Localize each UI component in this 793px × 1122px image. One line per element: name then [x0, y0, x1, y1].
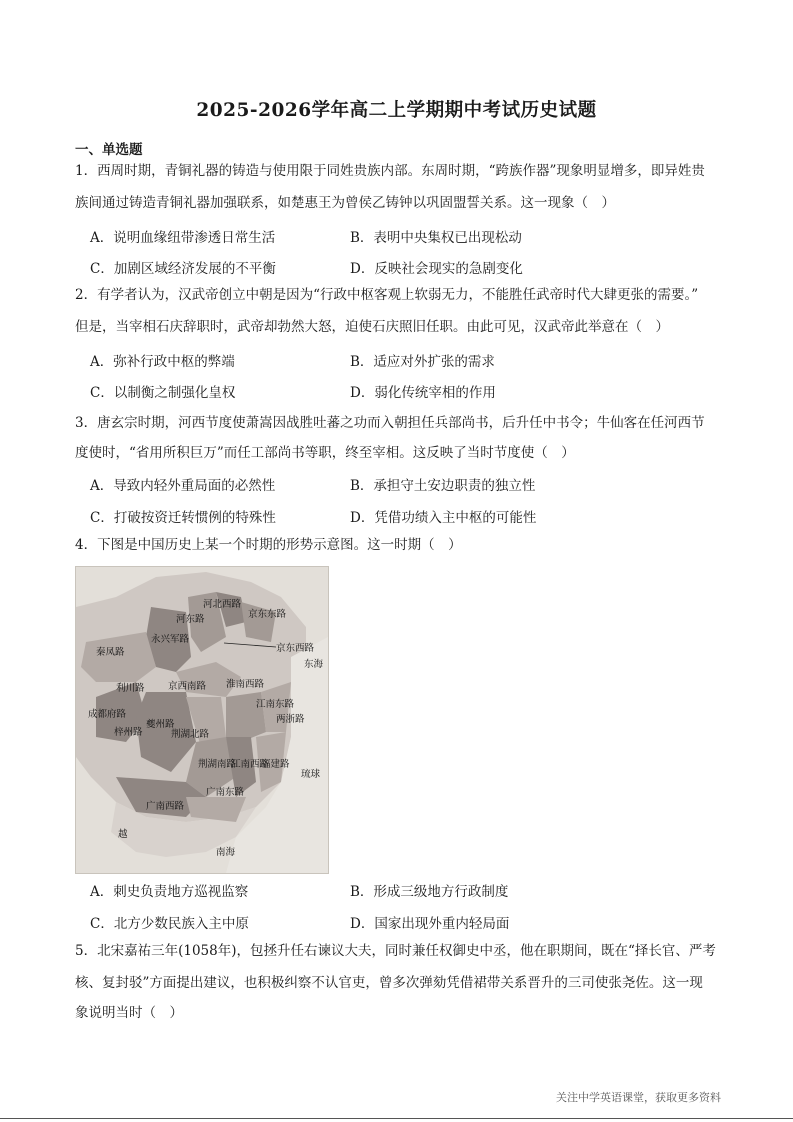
question-1-line-2: 族间通过铸造青铜礼器加强联系，如楚惠王为曾侯乙铸钟以巩固盟誓关系。这一现象（ ）	[75, 195, 615, 211]
question-2-option-d: D．弱化传统宰相的作用	[350, 385, 496, 401]
map-label-qinfeng: 秦凤路	[96, 647, 125, 658]
song-dynasty-map	[75, 566, 329, 874]
question-3-line-1: 3．唐玄宗时期，河西节度使萧嵩因战胜吐蕃之功而入朝担任兵部尚书，后升任中书令；牛仙客在任河西节	[75, 415, 705, 431]
map-label-jiangnanxi: 江南西路	[231, 759, 270, 770]
question-2-line-1: 2．有学者认为，汉武帝创立中朝是因为“行政中枢客观上软弱无力，不能胜任武帝时代大肆更张的需要。”	[75, 287, 699, 303]
question-1-option-c: C．加剧区域经济发展的不平衡	[90, 261, 276, 277]
map-label-guangnandong: 广南东路	[206, 787, 245, 798]
map-label-jinghubei: 荆湖北路	[171, 729, 210, 740]
map-label-fujian: 福建路	[261, 759, 290, 770]
question-3-line-2: 度使时，“省用所积巨万”而任工部尚书等职，终至宰相。这反映了当时节度使（ ）	[75, 445, 575, 461]
map-label-jingxinan: 京西南路	[168, 681, 207, 692]
question-5-line-3: 象说明当时（ ）	[75, 1005, 183, 1021]
map-label-jiangnandong: 江南东路	[256, 699, 295, 710]
map-label-liuqiu: 琉球	[301, 769, 321, 780]
question-4-option-c: C．北方少数民族入主中原	[90, 916, 249, 932]
map-label-jinghunan: 荆湖南路	[198, 759, 237, 770]
question-2-option-c: C．以制衡之制强化皇权	[90, 385, 236, 401]
map-label-liangzhe: 两浙路	[276, 714, 305, 725]
map-label-zizhou: 梓州路	[114, 727, 143, 738]
map-label-hedong: 河东路	[176, 614, 205, 625]
question-3-option-a: A．导致内轻外重局面的必然性	[90, 478, 276, 494]
map-label-hebeixi: 河北西路	[203, 599, 242, 610]
map-label-kuizhou: 夔州路	[146, 719, 175, 730]
question-5-line-2: 核、复封驳”方面提出建议，也积极纠察不认官吏，曾多次弹劾凭借裙带关系晋升的三司使张尧佐。这一现	[75, 975, 703, 991]
question-5-line-1: 5．北宋嘉祐三年(1058年)，包拯升任右谏议大夫，同时兼任权御史中丞，他在职期间，既在“择长官、严考	[75, 943, 716, 959]
question-3-option-b: B．承担守土安边职责的独立性	[350, 478, 536, 494]
question-3-option-c: C．打破按资迁转惯例的特殊性	[90, 510, 276, 526]
question-4-option-b: B．形成三级地方行政制度	[350, 884, 509, 900]
map-label-jingdongxi: 京东西路	[276, 643, 315, 654]
question-4-option-d: D．国家出现外重内轻局面	[350, 916, 510, 932]
question-3-option-d: D．凭借功绩入主中枢的可能性	[350, 510, 537, 526]
question-1-option-d: D．反映社会现实的急剧变化	[350, 261, 523, 277]
question-4-option-a: A．刺史负责地方巡视监察	[90, 884, 249, 900]
section-heading: 一、单选题	[75, 142, 143, 158]
footer-divider	[0, 1118, 793, 1119]
footer-note: 关注中学英语课堂，获取更多资料	[556, 1091, 721, 1104]
question-2-option-a: A．弥补行政中枢的弊端	[90, 354, 235, 370]
question-2-option-b: B．适应对外扩张的需求	[350, 354, 495, 370]
map-label-jingdongdong: 京东东路	[248, 609, 287, 620]
question-1-option-a: A．说明血缘纽带渗透日常生活	[90, 230, 276, 246]
map-label-chengdu: 成都府路	[88, 709, 127, 720]
map-label-yongxing: 永兴军路	[151, 634, 190, 645]
map-label-huainan: 淮南西路	[226, 679, 265, 690]
map-label-yue: 越	[118, 829, 128, 840]
map-label-nanhai: 南海	[216, 847, 236, 858]
map-label-guangnanxi: 广南西路	[146, 801, 185, 812]
map-label-lizhou: 利川路	[116, 683, 145, 694]
question-2-line-2: 但是，当宰相石庆辞职时，武帝却勃然大怒，迫使石庆照旧任职。由此可见，汉武帝此举意在（ ）	[75, 319, 669, 335]
map-label-donghai: 东海	[304, 659, 324, 670]
question-1-option-b: B．表明中央集权已出现松动	[350, 230, 522, 246]
question-4-line-1: 4．下图是中国历史上某一个时期的形势示意图。这一时期（ ）	[75, 537, 462, 553]
question-1-line-1: 1．西周时期，青铜礼器的铸造与使用限于同姓贵族内部。东周时期，“跨族作器”现象明显增多，即异姓贵	[75, 163, 705, 179]
page-title: 2025-2026学年高二上学期期中考试历史试题	[196, 100, 597, 121]
